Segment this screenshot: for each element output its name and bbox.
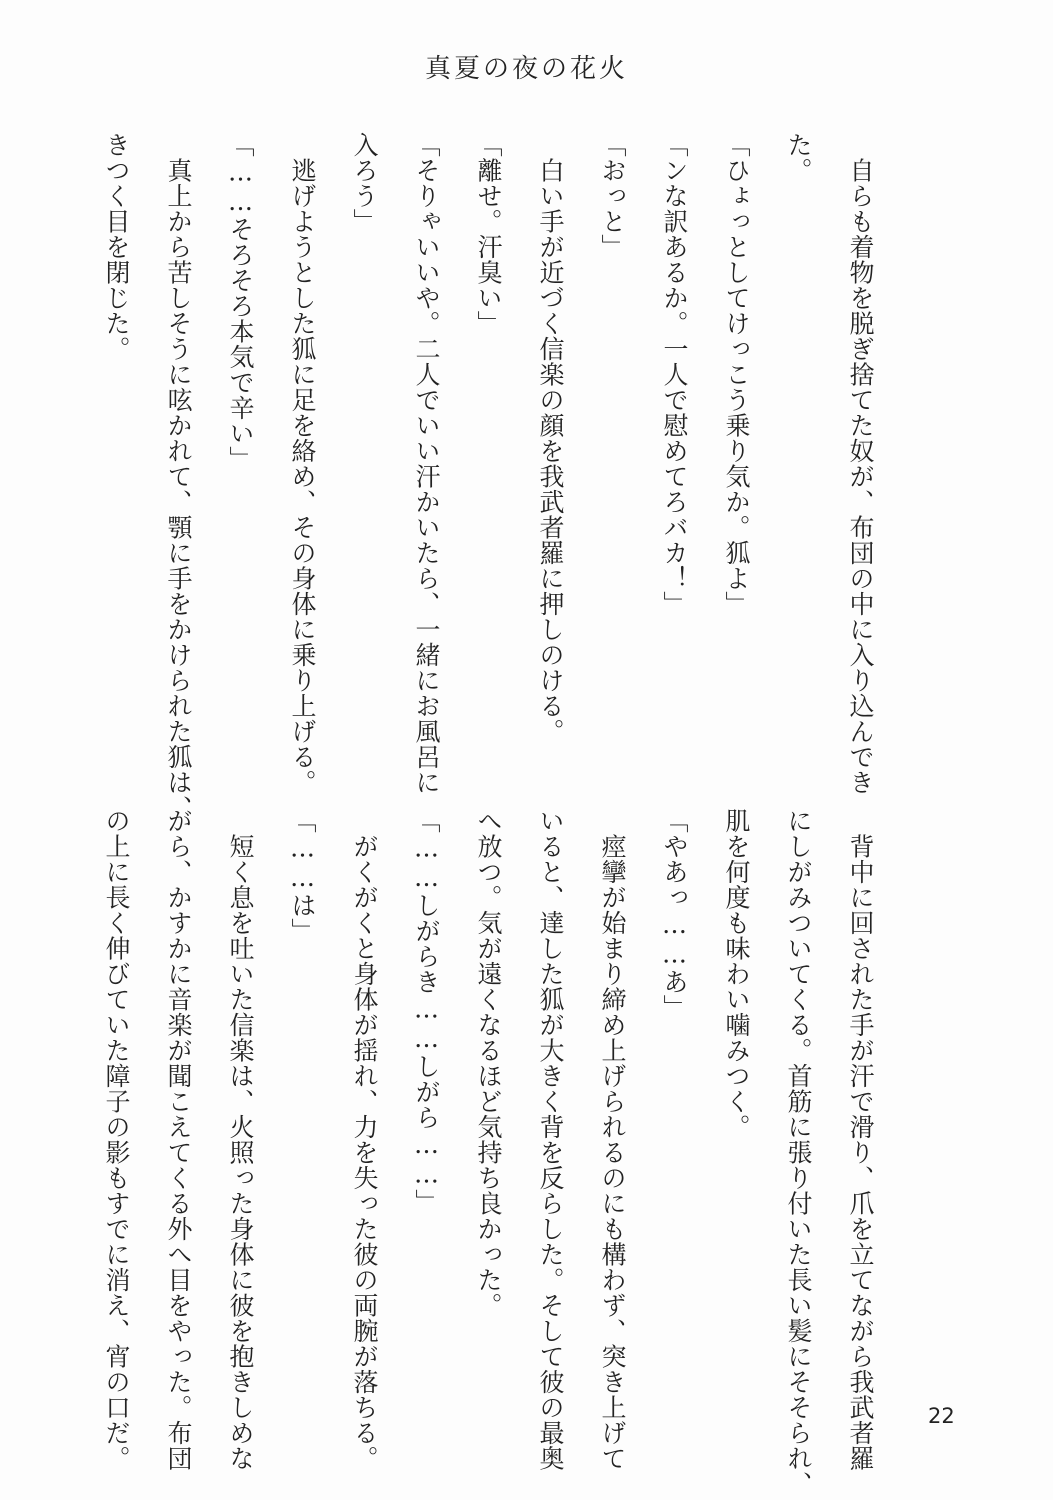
text-block-lower [102,808,883,1497]
text-line: きつく目を閉じた。 [102,132,131,362]
text-line: がら、かすかに音楽が聞こえてくる外へ目をやった。布団 [164,808,193,1471]
text-line: 「ンな訳あるか。一人で慰めてろバカ！」 [660,132,689,617]
text-line: にしがみついてくる。首筋に張り付いた長い髪にそそられ、 [784,808,813,1497]
text-line: 肌を何度も味わい噛みつく。 [722,808,751,1140]
text-line: がくがくと身体が揺れ、力を失った彼の両腕が落ちる。 [350,808,379,1471]
text-line: た。 [784,132,813,183]
text-line: 逃げようとした狐に足を絡め、その身体に乗り上げる。 [288,132,317,795]
text-line: 「やあっ……あ」 [660,808,689,1020]
text-line: 「……は」 [288,808,317,944]
text-line: 背中に回された手が汗で滑り、爪を立てながら我武者羅 [846,808,875,1471]
text-line: 短く息を吐いた信楽は、火照った身体に彼を抱きしめな [226,808,255,1471]
text-line: 「……そろそろ本気で辛い」 [226,132,255,472]
text-line: 入ろう」 [350,132,379,234]
text-line: の上に長く伸びていた障子の影もすでに消え、宵の口だ。 [102,808,131,1471]
text-block-upper [102,132,883,821]
page-number: 22 [928,1404,955,1428]
text-line: 「……しがらき……しがら……」 [412,808,441,1215]
text-line: 自らも着物を脱ぎ捨てた奴が、布団の中に入り込んでき [846,132,875,795]
text-line: いると、達した狐が大きく背を反らした。そして彼の最奥 [536,808,565,1471]
text-line: 真上から苦しそうに呟かれて、顎に手をかけられた狐は、 [164,132,193,821]
text-line: 痙攣が始まり締め上げられるのにも構わず、突き上げて [598,808,627,1471]
text-line: 「そりゃいいや。二人でいい汗かいたら、一緒にお風呂に [412,132,441,795]
text-line: 「ひょっとしてけっこう乗り気か。狐よ」 [722,132,751,617]
text-line: へ放つ。気が遠くなるほど気持ち良かった。 [474,808,503,1318]
text-line: 「おっと」 [598,132,627,260]
text-line: 白い手が近づく信楽の顔を我武者羅に押しのける。 [536,132,565,744]
page-title: 真夏の夜の花火 [424,54,628,84]
text-line: 「離せ。汗臭い」 [474,132,503,336]
